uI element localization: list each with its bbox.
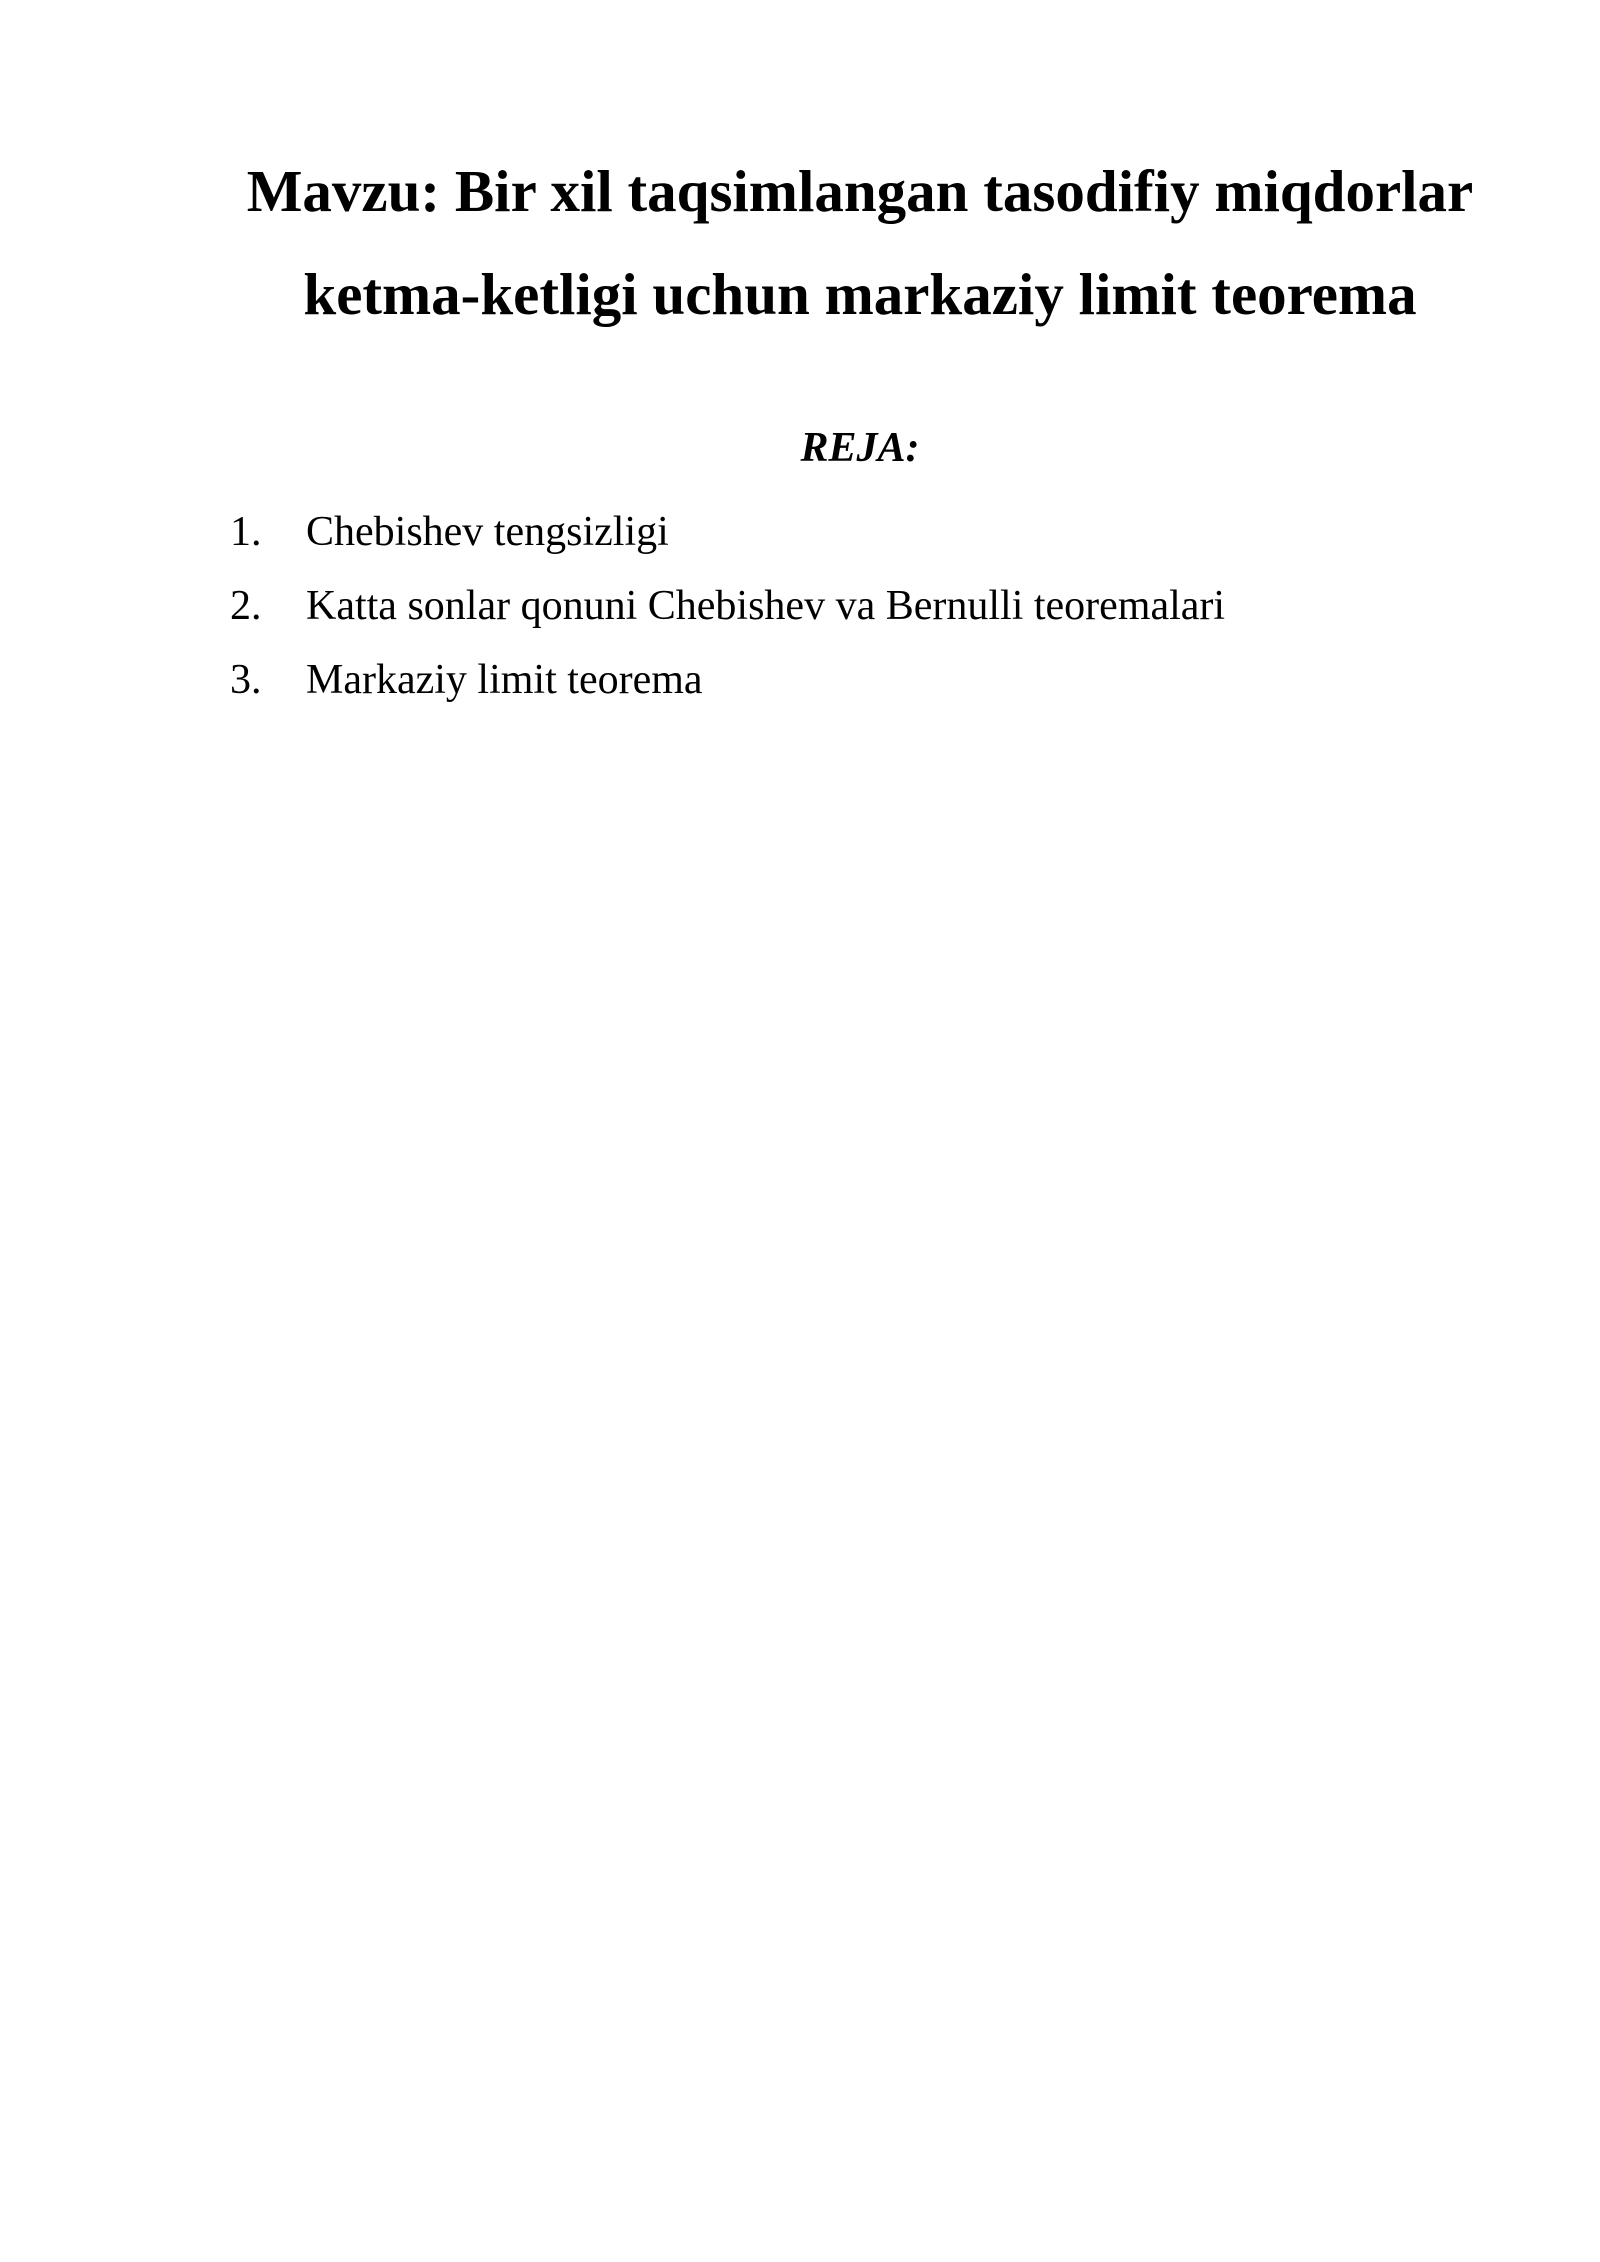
- plan-list: [230, 495, 1225, 717]
- plan-item-number: 3.: [230, 657, 262, 703]
- plan-item-number: 2.: [230, 583, 262, 629]
- plan-item-number: 1.: [230, 509, 262, 555]
- plan-item: [230, 495, 1225, 569]
- plan-heading: REJA:: [800, 425, 920, 471]
- plan-item-text: Katta sonlar qonuni Chebishev va Bernulli teoremalari: [306, 583, 1226, 629]
- title-line-1: Mavzu: Bir xil taqsimlangan tasodifiy miqdorlar: [246, 158, 1474, 224]
- document-title: [230, 140, 1490, 346]
- plan-item-text: Markaziy limit teorema: [306, 657, 703, 703]
- plan-item: [230, 569, 1225, 643]
- plan-item: [230, 643, 1225, 717]
- plan-item-text: Chebishev tengsizligi: [306, 509, 669, 555]
- title-line-2: ketma-ketligi uchun markaziy limit teorema: [303, 261, 1417, 327]
